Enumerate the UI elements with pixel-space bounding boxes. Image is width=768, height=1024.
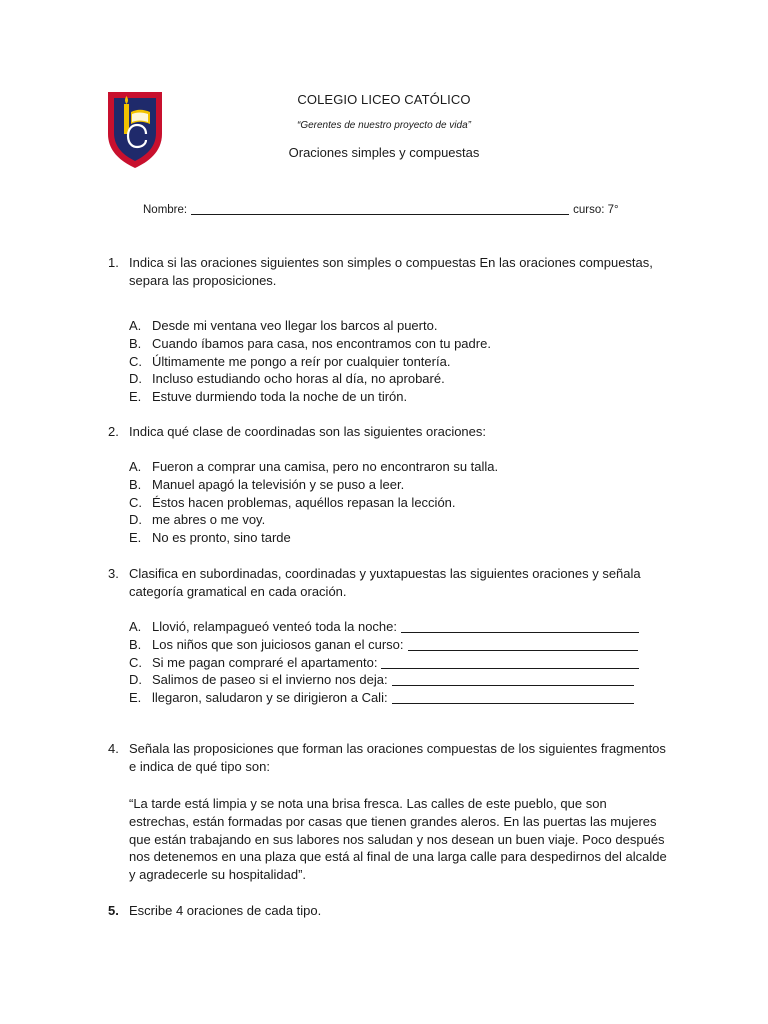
name-blank[interactable] <box>191 202 569 215</box>
answer-blank[interactable] <box>401 620 639 633</box>
list-item <box>129 671 669 689</box>
question-3-options <box>129 618 669 707</box>
option-letter: E. <box>129 389 142 405</box>
question-number: 3. <box>108 566 119 581</box>
course-label: curso: 7° <box>573 204 619 216</box>
option-letter: E. <box>129 530 142 546</box>
list-item <box>129 654 669 672</box>
list-item <box>129 618 669 636</box>
question-1 <box>108 254 668 290</box>
answer-blank[interactable] <box>408 638 638 651</box>
option-letter: B. <box>129 476 142 492</box>
answer-blank[interactable] <box>392 691 634 704</box>
question-text: Señala las proposiciones que forman las oraciones compuestas de los siguientes fragmentos e indica de qué tipo son: <box>129 741 666 774</box>
option-letter: A. <box>129 318 142 333</box>
list-item <box>129 317 669 335</box>
question-2-options <box>129 458 669 547</box>
answer-blank[interactable] <box>381 656 639 669</box>
option-letter: C. <box>129 353 142 369</box>
option-letter: D. <box>129 672 142 688</box>
option-letter: B. <box>129 335 142 351</box>
question-number: 2. <box>108 424 119 439</box>
option-text: Llovió, relampagueó venteó toda la noche: <box>152 619 398 634</box>
option-text: Éstos hacen problemas, aquéllos repasan la lección. <box>152 494 456 510</box>
question-text: Clasifica en subordinadas, coordinadas y yuxtapuestas las siguientes oraciones y señala categoría gramatical en cada oración. <box>129 566 641 599</box>
question-text: Indica si las oraciones siguientes son simples o compuestas En las oraciones compuestas, separa las proposiciones. <box>129 255 653 288</box>
name-label: Nombre: <box>143 204 188 216</box>
list-item <box>129 529 669 547</box>
question-4-fragment: “La tarde está limpia y se nota una brisa fresca. Las calles de este pueblo, que son estrechas, están formadas por casas que tienen grandes aleros. En las puertas las mujeres que están trabajando en sus labores nos saludan y nos desean un buen viaje. Poco después nos detenemos en una plaza que está al final de una larga calle para despedirnos del alcalde y agradecerle su hospitalidad”. <box>129 796 667 883</box>
question-5 <box>108 902 668 920</box>
question-1-options <box>129 317 669 406</box>
option-letter: A. <box>129 619 142 634</box>
question-2 <box>108 423 668 441</box>
option-text: Últimamente me pongo a reír por cualquier tontería. <box>152 353 451 369</box>
worksheet-title: Oraciones simples y compuestas <box>288 145 480 160</box>
school-motto: “Gerentes de nuestro proyecto de vida” <box>297 120 471 131</box>
option-text: Cuando íbamos para casa, nos encontramos con tu padre. <box>152 335 491 351</box>
question-text: Escribe 4 oraciones de cada tipo. <box>129 903 322 918</box>
option-text: Salimos de paseo si el invierno nos deja: <box>152 672 388 688</box>
question-number: 4. <box>108 741 119 756</box>
option-text: Fueron a comprar una camisa, pero no encontraron su talla. <box>152 459 499 474</box>
option-text: llegaron, saludaron y se dirigieron a Cali: <box>152 690 388 706</box>
student-info-line <box>143 202 619 216</box>
question-number: 5. <box>108 903 119 918</box>
list-item <box>129 388 669 406</box>
answer-blank[interactable] <box>392 673 634 686</box>
school-name: COLEGIO LICEO CATÓLICO <box>297 92 471 107</box>
option-letter: E. <box>129 690 142 706</box>
option-text: Incluso estudiando ocho horas al día, no aprobaré. <box>152 371 445 387</box>
option-letter: B. <box>129 636 142 652</box>
list-item <box>129 476 669 494</box>
question-4 <box>108 740 668 776</box>
list-item <box>129 689 669 707</box>
question-text: Indica qué clase de coordinadas son las siguientes oraciones: <box>129 424 487 439</box>
option-letter: C. <box>129 494 142 510</box>
option-text: Si me pagan compraré el apartamento: <box>152 654 378 670</box>
option-text: Estuve durmiendo toda la noche de un tirón. <box>152 389 408 405</box>
list-item <box>129 494 669 512</box>
list-item <box>129 370 669 388</box>
list-item <box>129 353 669 371</box>
question-3 <box>108 565 668 601</box>
list-item <box>129 335 669 353</box>
option-text: Desde mi ventana veo llegar los barcos al puerto. <box>152 318 438 333</box>
option-letter: D. <box>129 371 142 387</box>
option-text: Manuel apagó la televisión y se puso a leer. <box>152 476 405 492</box>
list-item <box>129 636 669 654</box>
option-letter: A. <box>129 459 142 474</box>
option-text: me abres o me voy. <box>152 512 266 528</box>
option-text: Los niños que son juiciosos ganan el curso: <box>152 636 404 652</box>
list-item <box>129 511 669 529</box>
option-letter: D. <box>129 512 142 528</box>
option-text: No es pronto, sino tarde <box>152 530 291 546</box>
list-item <box>129 458 669 476</box>
question-number: 1. <box>108 255 119 270</box>
option-letter: C. <box>129 654 142 670</box>
